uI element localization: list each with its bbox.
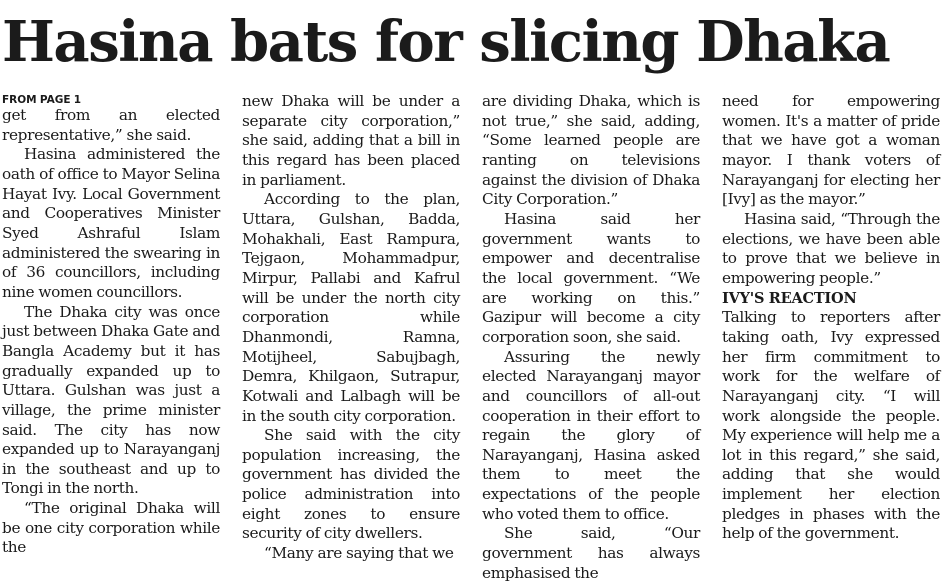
paragraph-text: Corporation.” bbox=[516, 190, 619, 209]
paragraph: Hasina administered the oath of office to Mayor Selina Hayat Ivy. Local Government and Cooperatives Minister Syed Ashraful Islam administered the swearing in of 36 councillors, including nine women councillors. bbox=[2, 145, 220, 301]
article-column-1 bbox=[2, 92, 220, 558]
paragraph: “Many are saying that we bbox=[264, 544, 454, 563]
paragraph bbox=[242, 92, 460, 190]
paragraph-text: ranting on televisions against bbox=[482, 150, 700, 189]
paragraph-text: she said, adding that a bill in bbox=[242, 131, 460, 150]
paragraph-text: the division of Dhaka City bbox=[482, 170, 700, 209]
paragraph-text: mayor. I thank voters of bbox=[722, 150, 940, 169]
headline: Hasina bats for slicing Dhaka bbox=[2, 9, 890, 75]
paragraph: Hasina said her government wants to empower and decentralise the local government. “We are working on this.” Gazipur will become a city corporation soon, she said. bbox=[482, 209, 700, 346]
paragraph: According to the plan, Uttara, Gulshan, Badda, Mohakhali, East Rampura, Tejgaon, Mohammadpur, Mirpur, Pallabi and Kafrul will be under the north city corporation while Dhanmondi, Ramna, Motijheel, Sabujbagh, Demra, Khilgaon, Sutrapur, Kotwali and Lalbagh will be in the south city corporation. bbox=[242, 190, 460, 425]
paragraph-text: has always emphasised the bbox=[482, 544, 700, 582]
paragraph-text: one city corporation while the bbox=[2, 518, 220, 557]
paragraph bbox=[722, 92, 940, 210]
paragraph: Assuring the newly elected Narayanganj mayor and councillors of all-out cooperation in their effort to regain the glory of Narayanganj, Hasina asked them to meet the expectations of the people who voted them to office. bbox=[482, 347, 700, 523]
article-column-3 bbox=[482, 92, 700, 583]
article-column-2 bbox=[242, 92, 460, 564]
paragraph: She said with the city population increasing, the government has divided the police administration into eight zones to ensure security of city dwellers. bbox=[242, 426, 460, 543]
paragraph bbox=[2, 499, 220, 558]
paragraph: The Dhaka city was once just between Dhaka Gate and Bangla Academy but it has gradually expanded up to Uttara. Gulshan was just a village, the prime minister said. The city has now expanded up to Narayanganj in the southeast and up to Tongi in the north. bbox=[2, 302, 220, 498]
paragraph-text: [Ivy] as the mayor.” bbox=[722, 190, 866, 209]
paragraph-text: “The original Dhaka will be bbox=[2, 499, 220, 537]
section-subhead: IVY'S REACTION bbox=[722, 289, 857, 307]
paragraph: get from an elected representative,” she said. bbox=[2, 106, 220, 144]
paragraph-text: new Dhaka will be under a bbox=[242, 92, 460, 110]
paragraph-text: parliament. bbox=[260, 170, 346, 189]
paragraph: Talking to reporters after taking oath, Ivy expressed her firm commitment to work for the welfare of Narayanganj city. “I will work alongside the people. My experience will help me a lot in this regard,” she said, adding that she would implement her election pledges in phases with the help of the government. bbox=[722, 308, 940, 543]
paragraph-text: not true,” she said, adding, bbox=[482, 111, 700, 130]
paragraph-text: this regard has been placed in bbox=[242, 150, 460, 189]
paragraph-text: are dividing Dhaka, which is bbox=[482, 92, 700, 110]
paragraph-text: She said, “Our government bbox=[482, 524, 700, 563]
paragraph-text: need for empowering bbox=[722, 92, 940, 110]
paragraph bbox=[482, 524, 700, 583]
paragraph bbox=[482, 92, 700, 210]
continuation-kicker: FROM PAGE 1 bbox=[2, 94, 82, 106]
article-column-4 bbox=[722, 92, 940, 544]
paragraph-text: Narayanganj for electing her bbox=[722, 170, 940, 189]
paragraph: Hasina said, “Through the elections, we have been able to prove that we believe in empowering people.” bbox=[722, 209, 940, 287]
paragraph-text: separate city corporation,” bbox=[242, 111, 460, 130]
paragraph-text: that we have got a woman bbox=[722, 131, 940, 150]
paragraph-text: women. It's a matter of pride bbox=[722, 111, 940, 130]
paragraph-text: “Some learned people are bbox=[482, 131, 700, 150]
